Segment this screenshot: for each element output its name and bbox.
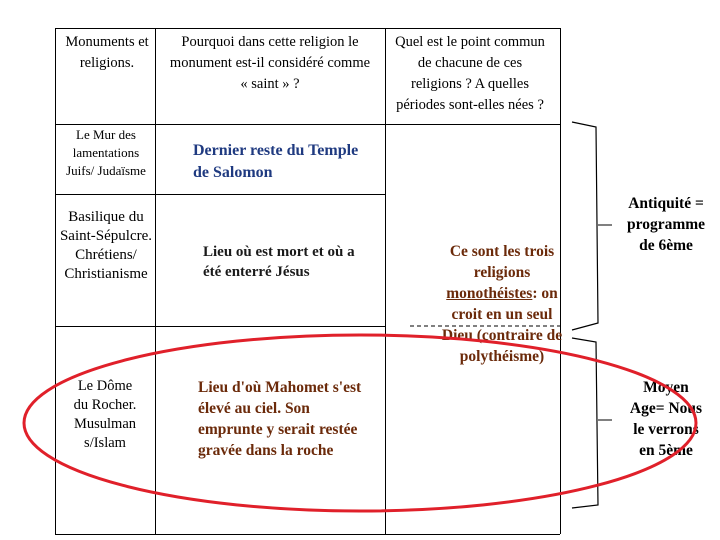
reason-wailing-wall: Dernier reste du Temple de Salomon xyxy=(193,142,359,181)
header-common-point: Quel est le point commun de chacune de ces religions ? A quelles périodes sont-elles nées ? xyxy=(395,34,545,113)
antiquity-bracket xyxy=(572,122,598,330)
header-reason: Pourquoi dans cette religion le monument est-il considéré comme « saint » ? xyxy=(169,34,371,92)
common-point-monotheism: Ce sont les trois religions monothéistes: on croit en un seul Dieu (contraire de polythéisme) xyxy=(441,243,563,365)
monument-dome-of-the-rock: Le Dôme du Rocher. Musulman s/Islam xyxy=(73,378,137,451)
middle-ages-bracket xyxy=(572,338,598,508)
monument-holy-sepulchre: Basilique du Saint-Sépulcre. Chrétiens/ Christianisme xyxy=(59,209,153,282)
highlight-circle xyxy=(24,335,696,511)
note-antiquity: Antiquité = programme de 6ème xyxy=(626,195,706,254)
header-monuments: Monuments et religions. xyxy=(65,34,149,71)
monument-wailing-wall: Le Mur des lamentations Juifs/ Judaïsme xyxy=(66,127,146,178)
reason-dome-of-the-rock: Lieu d'où Mahomet s'est élevé au ciel. Son emprunte y serait restée gravée dans la roche xyxy=(198,379,362,459)
monotheistes-word: monothéistes xyxy=(446,285,533,302)
note-middle-ages: Moyen Age= Nous le verrons en 5ème xyxy=(629,379,703,459)
reason-holy-sepulchre: Lieu où est mort et où a été enterré Jésus xyxy=(203,244,355,280)
